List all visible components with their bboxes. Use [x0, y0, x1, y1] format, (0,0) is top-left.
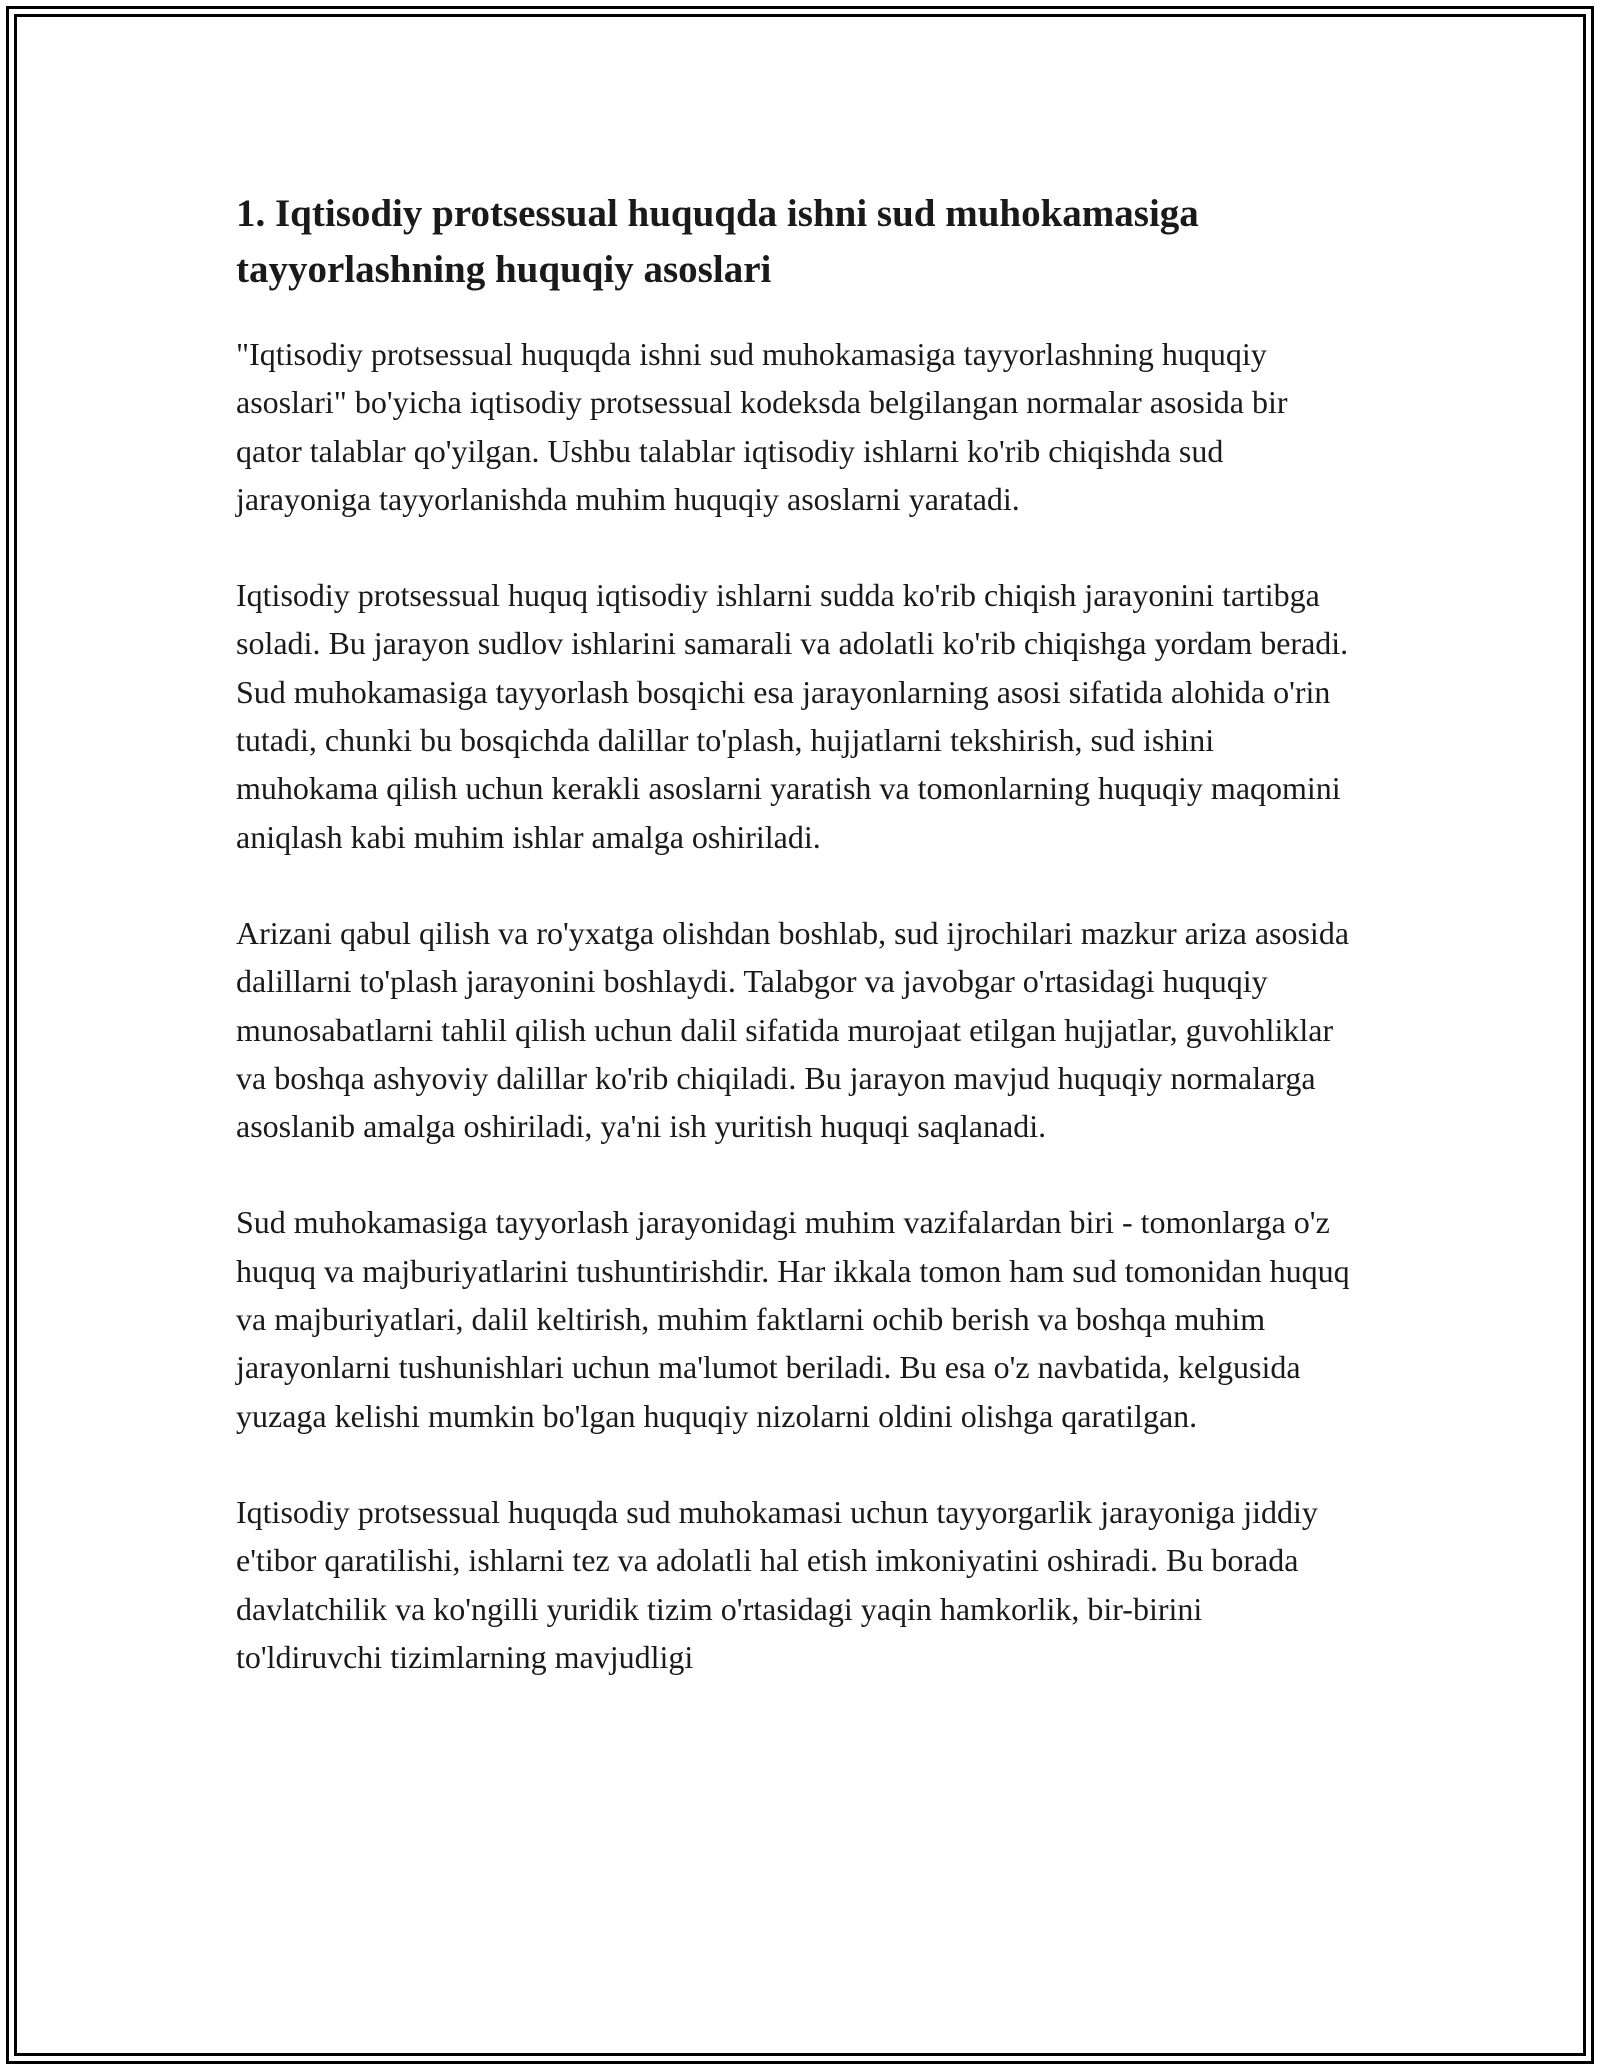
paragraph-5: Iqtisodiy protsessual huquqda sud muhokamasi uchun tayyorgarlik jarayoniga jiddiy e'tibor qaratilishi, ishlarni tez va adolatli hal etish imkoniyatini oshiradi. Bu borada davlatchilik va ko'ngilli yuridik tizim o'rtasidagi yaqin hamkorlik, bir-birini to'ldiruvchi tizimlarning mavjudligi	[236, 1493, 1318, 1675]
document-body	[236, 186, 1356, 1729]
paragraph-4: Sud muhokamasiga tayyorlash jarayonidagi muhim vazifalardan biri - tomonlarga o'z huquq va majburiyatlarini tushuntirishdir. Har ikkala tomon ham sud tomonidan huquq va majburiyatlari, dalil keltirish, muhim faktlarni ochib berish va boshqa muhim jarayonlarni tushunishlari uchun ma'lumot beriladi. Bu esa o'z navbatida, kelgusida yuzaga kelishi mumkin bo'lgan huquqiy nizolarni oldini olishga qaratilgan.	[236, 1204, 1350, 1434]
paragraph-3: Arizani qabul qilish va ro'yxatga olishdan boshlab, sud ijrochilari mazkur ariza asosida dalillarni to'plash jarayonini boshlaydi. Talabgor va javobgar o'rtasidagi huquqiy munosabatlarni tahlil qilish uchun dalil sifatida murojaat etilgan hujjatlar, guvohliklar va boshqa ashyoviy dalillar ko'rib chiqiladi. Bu jarayon mavjud huquqiy normalarga asoslanib amalga oshiriladi, ya'ni ish yuritish huquqi saqlanadi.	[236, 914, 1350, 1145]
section-heading: 1. Iqtisodiy protsessual huquqda ishni sud muhokamasiga tayyorlashning huquqiy asoslari	[236, 192, 1199, 291]
paragraph-2: Iqtisodiy protsessual huquq iqtisodiy ishlarni sudda ko'rib chiqish jarayonini tartibga soladi. Bu jarayon sudlov ishlarini samarali va adolatli ko'rib chiqishga yordam beradi. Sud muhokamasiga tayyorlash bosqichi esa jarayonlarning asosi sifatida alohida o'rin tutadi, chunki bu bosqichda dalillar to'plash, hujjatlarni tekshirish, sud ishini muhokama qilish uchun kerakli asoslarni yaratish va tomonlarning huquqiy maqomini aniqlash kabi muhim ishlar amalga oshiriladi.	[236, 577, 1349, 855]
paragraph-1: "Iqtisodiy protsessual huquqda ishni sud muhokamasiga tayyorlashning huquqiy asoslari" bo'yicha iqtisodiy protsessual kodeksda belgilangan normalar asosida bir qator talablar qo'yilgan. Ushbu talablar iqtisodiy ishlarni ko'rib chiqishda sud jarayoniga tayyorlanishda muhim huquqiy asoslarni yaratadi.	[236, 336, 1288, 517]
